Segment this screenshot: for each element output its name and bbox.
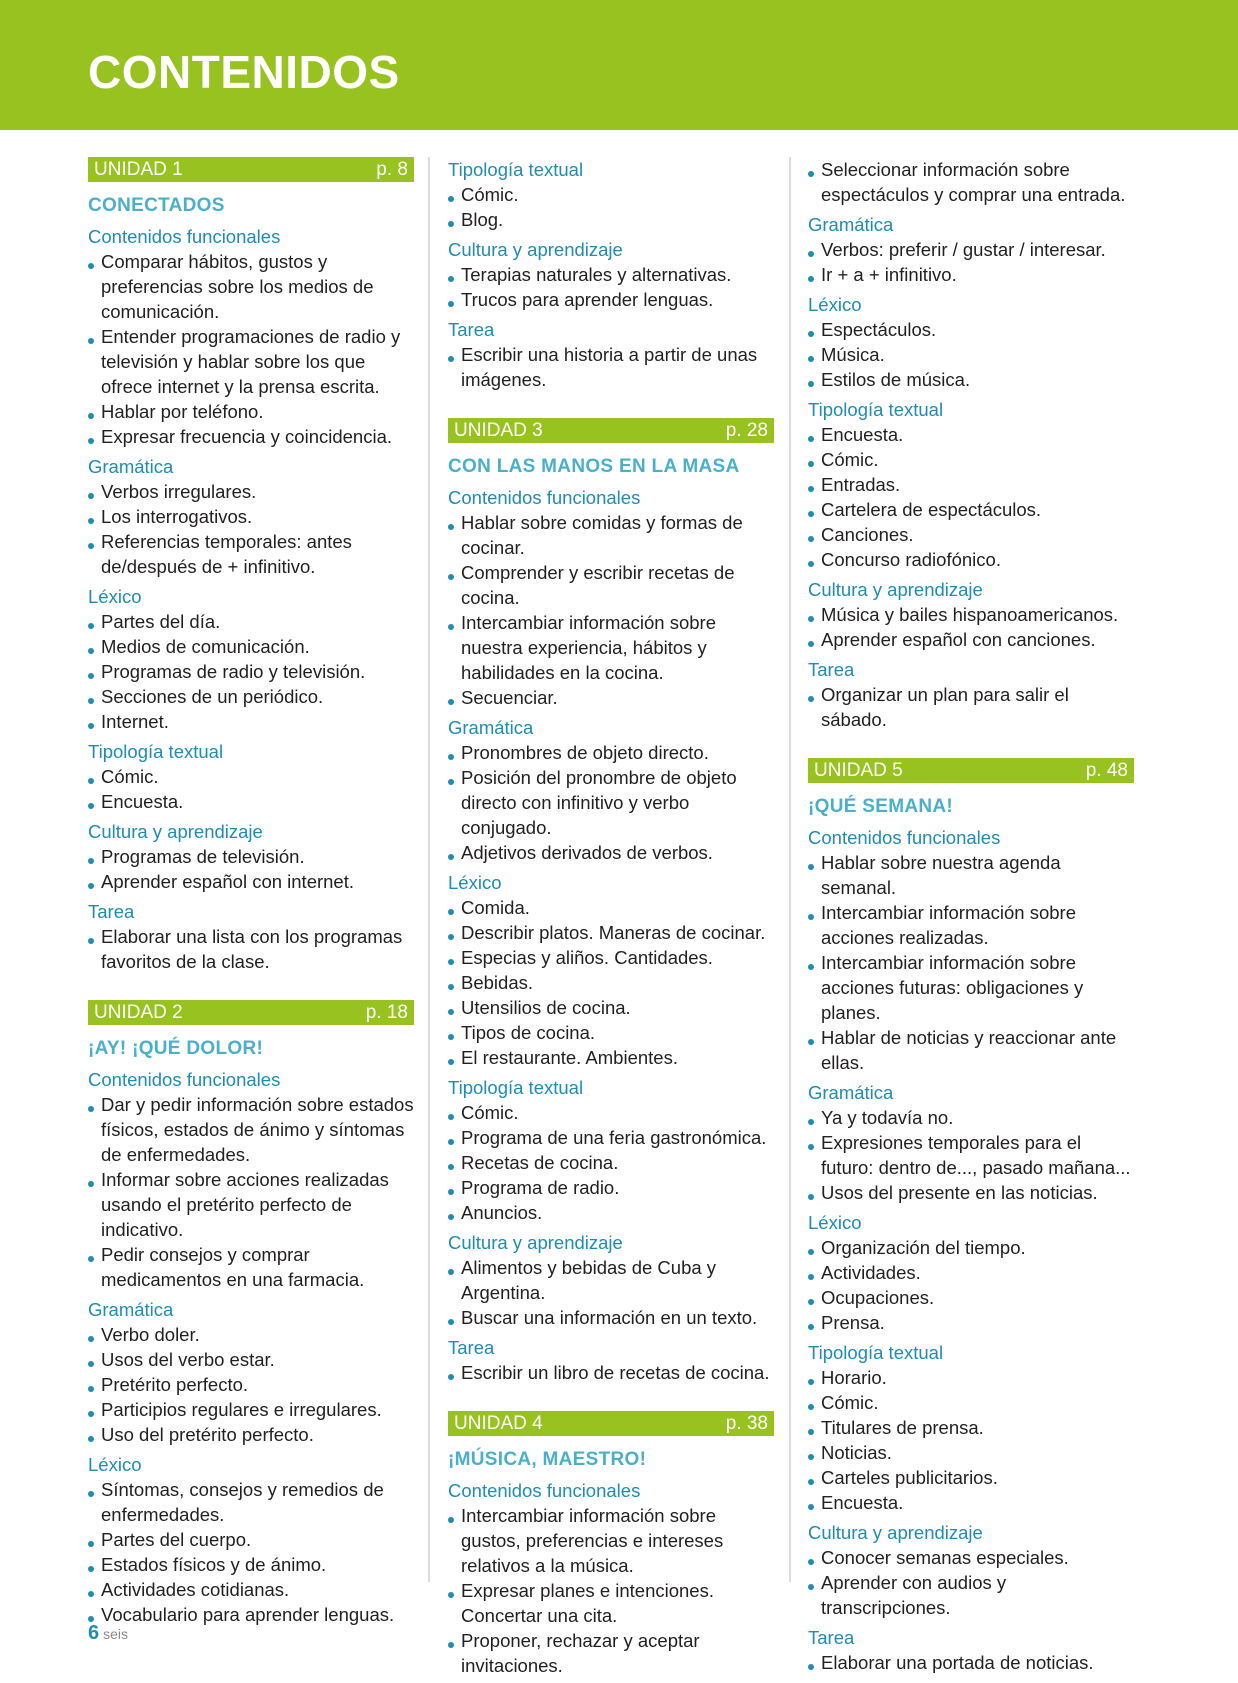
section-list	[448, 262, 774, 312]
list-item: Ocupaciones.	[808, 1285, 1134, 1310]
section-list	[808, 850, 1134, 1075]
list-item: Anuncios.	[448, 1200, 774, 1225]
list-item: Partes del cuerpo.	[88, 1527, 414, 1552]
unit-title: CON LAS MANOS EN LA MASA	[448, 456, 740, 477]
section-list	[88, 764, 414, 814]
column-divider	[789, 157, 791, 1582]
list-item: Secuenciar.	[448, 685, 774, 710]
section-heading: Léxico	[88, 586, 142, 607]
section-list	[808, 157, 1134, 207]
unit-label: UNIDAD 5	[814, 760, 903, 781]
list-item: Escribir un libro de recetas de cocina.	[448, 1360, 774, 1385]
unit-label: UNIDAD 2	[94, 1002, 183, 1023]
section-heading: Cultura y aprendizaje	[88, 821, 263, 842]
list-item: Organización del tiempo.	[808, 1235, 1134, 1260]
unit-title: CONECTADOS	[88, 195, 225, 216]
column-2	[448, 157, 774, 1678]
list-item: Programas de televisión.	[88, 844, 414, 869]
list-item: Cómic.	[448, 1100, 774, 1125]
list-item: Informar sobre acciones realizadas usando el pretérito perfecto de indicativo.	[88, 1167, 414, 1242]
section-heading: Contenidos funcionales	[88, 1069, 281, 1090]
list-item: Espectáculos.	[808, 317, 1134, 342]
list-item: Verbos: preferir / gustar / interesar.	[808, 237, 1134, 262]
list-item: Encuesta.	[88, 789, 414, 814]
section-heading: Cultura y aprendizaje	[808, 1522, 983, 1543]
list-item: Partes del día.	[88, 609, 414, 634]
section-list	[88, 249, 414, 449]
list-item: Comparar hábitos, gustos y preferencias sobre los medios de comunicación.	[88, 249, 414, 324]
section-list	[88, 479, 414, 579]
list-item: Escribir una historia a partir de unas imágenes.	[448, 342, 774, 392]
list-item: Ir + a + infinitivo.	[808, 262, 1134, 287]
list-item: Cartelera de espectáculos.	[808, 497, 1134, 522]
section-list	[88, 1477, 414, 1627]
section-heading: Gramática	[88, 456, 174, 477]
list-item: Estados físicos y de ánimo.	[88, 1552, 414, 1577]
list-item: Uso del pretérito perfecto.	[88, 1422, 414, 1447]
section-heading: Contenidos funcionales	[808, 827, 1001, 848]
section-heading: Gramática	[88, 1299, 174, 1320]
section-list	[808, 422, 1134, 572]
list-item: Horario.	[808, 1365, 1134, 1390]
column-3	[808, 157, 1134, 1675]
column-1	[88, 157, 414, 1627]
list-item: Comida.	[448, 895, 774, 920]
list-item: Blog.	[448, 207, 774, 232]
list-item: Elaborar una portada de noticias.	[808, 1650, 1134, 1675]
section-list	[808, 682, 1134, 732]
section-list	[808, 237, 1134, 287]
page-number: 6	[88, 1622, 100, 1644]
unit-title: ¡AY! ¡QUÉ DOLOR!	[88, 1038, 264, 1059]
list-item: Intercambiar información sobre nuestra experiencia, hábitos y habilidades en la cocina.	[448, 610, 774, 685]
list-item: Encuesta.	[808, 422, 1134, 447]
unit-label: UNIDAD 4	[454, 1413, 543, 1434]
section-heading: Gramática	[808, 214, 894, 235]
list-item: Participios regulares e irregulares.	[88, 1397, 414, 1422]
page-header	[0, 0, 1238, 130]
section-heading: Léxico	[88, 1454, 142, 1475]
section-list	[448, 1255, 774, 1330]
section-heading: Contenidos funcionales	[448, 487, 641, 508]
unit-page: p. 8	[376, 159, 408, 180]
section-list	[808, 1365, 1134, 1515]
section-list	[448, 1503, 774, 1678]
section-heading: Contenidos funcionales	[448, 1480, 641, 1501]
section-heading: Léxico	[808, 294, 862, 315]
list-item: Recetas de cocina.	[448, 1150, 774, 1175]
list-item: Aprender español con internet.	[88, 869, 414, 894]
list-item: Aprender español con canciones.	[808, 627, 1134, 652]
list-item: Expresiones temporales para el futuro: dentro de..., pasado mañana...	[808, 1130, 1134, 1180]
list-item: Medios de comunicación.	[88, 634, 414, 659]
list-item: Referencias temporales: antes de/después de + infinitivo.	[88, 529, 414, 579]
list-item: Bebidas.	[448, 970, 774, 995]
list-item: Intercambiar información sobre acciones futuras: obligaciones y planes.	[808, 950, 1134, 1025]
list-item: Hablar por teléfono.	[88, 399, 414, 424]
list-item: Entender programaciones de radio y televisión y hablar sobre los que ofrece internet y la prensa escrita.	[88, 324, 414, 399]
section-list	[808, 602, 1134, 652]
section-heading: Gramática	[448, 717, 534, 738]
section-list	[808, 317, 1134, 392]
unit-page: p. 38	[725, 1413, 768, 1434]
section-heading: Cultura y aprendizaje	[808, 579, 983, 600]
list-item: Intercambiar información sobre gustos, preferencias e intereses relativos a la música.	[448, 1503, 774, 1578]
list-item: Adjetivos derivados de verbos.	[448, 840, 774, 865]
section-heading: Tipología textual	[448, 1077, 584, 1098]
list-item: Programa de una feria gastronómica.	[448, 1125, 774, 1150]
section-list	[88, 1322, 414, 1447]
section-list	[448, 740, 774, 865]
list-item: Secciones de un periódico.	[88, 684, 414, 709]
list-item: Música.	[808, 342, 1134, 367]
list-item: Describir platos. Maneras de cocinar.	[448, 920, 774, 945]
section-list	[808, 1235, 1134, 1335]
list-item: Titulares de prensa.	[808, 1415, 1134, 1440]
list-item: Conocer semanas especiales.	[808, 1545, 1134, 1570]
list-item: Prensa.	[808, 1310, 1134, 1335]
section-heading: Cultura y aprendizaje	[448, 239, 623, 260]
list-item: Elaborar una lista con los programas favoritos de la clase.	[88, 924, 414, 974]
list-item: Tipos de cocina.	[448, 1020, 774, 1045]
section-heading: Cultura y aprendizaje	[448, 1232, 623, 1253]
section-heading: Tarea	[448, 1337, 495, 1358]
section-list	[88, 924, 414, 974]
section-list	[448, 510, 774, 710]
list-item: Intercambiar información sobre acciones realizadas.	[808, 900, 1134, 950]
list-item: Trucos para aprender lenguas.	[448, 287, 774, 312]
list-item: Seleccionar información sobre espectáculos y comprar una entrada.	[808, 157, 1134, 207]
list-item: Buscar una información en un texto.	[448, 1305, 774, 1330]
list-item: Cómic.	[88, 764, 414, 789]
list-item: Vocabulario para aprender lenguas.	[88, 1602, 414, 1627]
unit-page: p. 18	[365, 1002, 408, 1023]
list-item: Síntomas, consejos y remedios de enfermedades.	[88, 1477, 414, 1527]
list-item: Expresar frecuencia y coincidencia.	[88, 424, 414, 449]
list-item: Programas de radio y televisión.	[88, 659, 414, 684]
list-item: Dar y pedir información sobre estados físicos, estados de ánimo y síntomas de enfermedades.	[88, 1092, 414, 1167]
section-list	[448, 1100, 774, 1225]
section-heading: Léxico	[448, 872, 502, 893]
section-heading: Léxico	[808, 1212, 862, 1233]
unit-label: UNIDAD 3	[454, 420, 543, 441]
list-item: Usos del presente en las noticias.	[808, 1180, 1134, 1205]
list-item: Hablar de noticias y reaccionar ante ellas.	[808, 1025, 1134, 1075]
section-heading: Tarea	[808, 1627, 855, 1648]
unit-page: p. 48	[1085, 760, 1128, 781]
list-item: Música y bailes hispanoamericanos.	[808, 602, 1134, 627]
section-heading: Tipología textual	[808, 1342, 944, 1363]
list-item: Cómic.	[448, 182, 774, 207]
list-item: El restaurante. Ambientes.	[448, 1045, 774, 1070]
list-item: Organizar un plan para salir el sábado.	[808, 682, 1134, 732]
list-item: Estilos de música.	[808, 367, 1134, 392]
list-item: Entradas.	[808, 472, 1134, 497]
list-item: Verbos irregulares.	[88, 479, 414, 504]
section-heading: Tipología textual	[448, 159, 584, 180]
section-list	[88, 1092, 414, 1292]
section-heading: Tipología textual	[88, 741, 224, 762]
list-item: Canciones.	[808, 522, 1134, 547]
page-footer	[88, 1622, 128, 1645]
list-item: Pedir consejos y comprar medicamentos en una farmacia.	[88, 1242, 414, 1292]
section-list	[448, 342, 774, 392]
list-item: Actividades cotidianas.	[88, 1577, 414, 1602]
section-heading: Contenidos funcionales	[88, 226, 281, 247]
list-item: Cómic.	[808, 447, 1134, 472]
list-item: Especias y aliños. Cantidades.	[448, 945, 774, 970]
unit-2-bar	[88, 1000, 414, 1025]
list-item: Utensilios de cocina.	[448, 995, 774, 1020]
list-item: Hablar sobre comidas y formas de cocinar.	[448, 510, 774, 560]
list-item: Aprender con audios y transcripciones.	[808, 1570, 1134, 1620]
unit-page: p. 28	[725, 420, 768, 441]
unit-3-bar	[448, 418, 774, 443]
section-heading: Tarea	[448, 319, 495, 340]
section-list	[448, 182, 774, 232]
list-item: Pretérito perfecto.	[88, 1372, 414, 1397]
list-item: Expresar planes e intenciones. Concertar una cita.	[448, 1578, 774, 1628]
list-item: Concurso radiofónico.	[808, 547, 1134, 572]
column-divider	[428, 157, 430, 1582]
unit-4-bar	[448, 1411, 774, 1436]
list-item: Programa de radio.	[448, 1175, 774, 1200]
list-item: Comprender y escribir recetas de cocina.	[448, 560, 774, 610]
section-heading: Tarea	[808, 659, 855, 680]
section-list	[448, 895, 774, 1070]
section-heading: Tipología textual	[808, 399, 944, 420]
section-list	[808, 1545, 1134, 1620]
list-item: Pronombres de objeto directo.	[448, 740, 774, 765]
list-item: Alimentos y bebidas de Cuba y Argentina.	[448, 1255, 774, 1305]
list-item: Usos del verbo estar.	[88, 1347, 414, 1372]
list-item: Proponer, rechazar y aceptar invitaciones.	[448, 1628, 774, 1678]
list-item: Verbo doler.	[88, 1322, 414, 1347]
list-item: Carteles publicitarios.	[808, 1465, 1134, 1490]
section-heading: Tarea	[88, 901, 135, 922]
page-title: CONTENIDOS	[88, 46, 400, 98]
section-list	[808, 1105, 1134, 1205]
list-item: Encuesta.	[808, 1490, 1134, 1515]
section-list	[88, 609, 414, 734]
section-list	[448, 1360, 774, 1385]
unit-title: ¡QUÉ SEMANA!	[808, 796, 954, 817]
list-item: Ya y todavía no.	[808, 1105, 1134, 1130]
unit-label: UNIDAD 1	[94, 159, 183, 180]
list-item: Los interrogativos.	[88, 504, 414, 529]
list-item: Hablar sobre nuestra agenda semanal.	[808, 850, 1134, 900]
section-list	[808, 1650, 1134, 1675]
list-item: Actividades.	[808, 1260, 1134, 1285]
list-item: Posición del pronombre de objeto directo con infinitivo y verbo conjugado.	[448, 765, 774, 840]
list-item: Noticias.	[808, 1440, 1134, 1465]
unit-5-bar	[808, 758, 1134, 783]
page-number-word: seis	[103, 1626, 129, 1642]
list-item: Internet.	[88, 709, 414, 734]
list-item: Terapias naturales y alternativas.	[448, 262, 774, 287]
unit-title: ¡MÚSICA, MAESTRO!	[448, 1449, 647, 1470]
unit-1-bar	[88, 157, 414, 182]
list-item: Cómic.	[808, 1390, 1134, 1415]
section-list	[88, 844, 414, 894]
section-heading: Gramática	[808, 1082, 894, 1103]
